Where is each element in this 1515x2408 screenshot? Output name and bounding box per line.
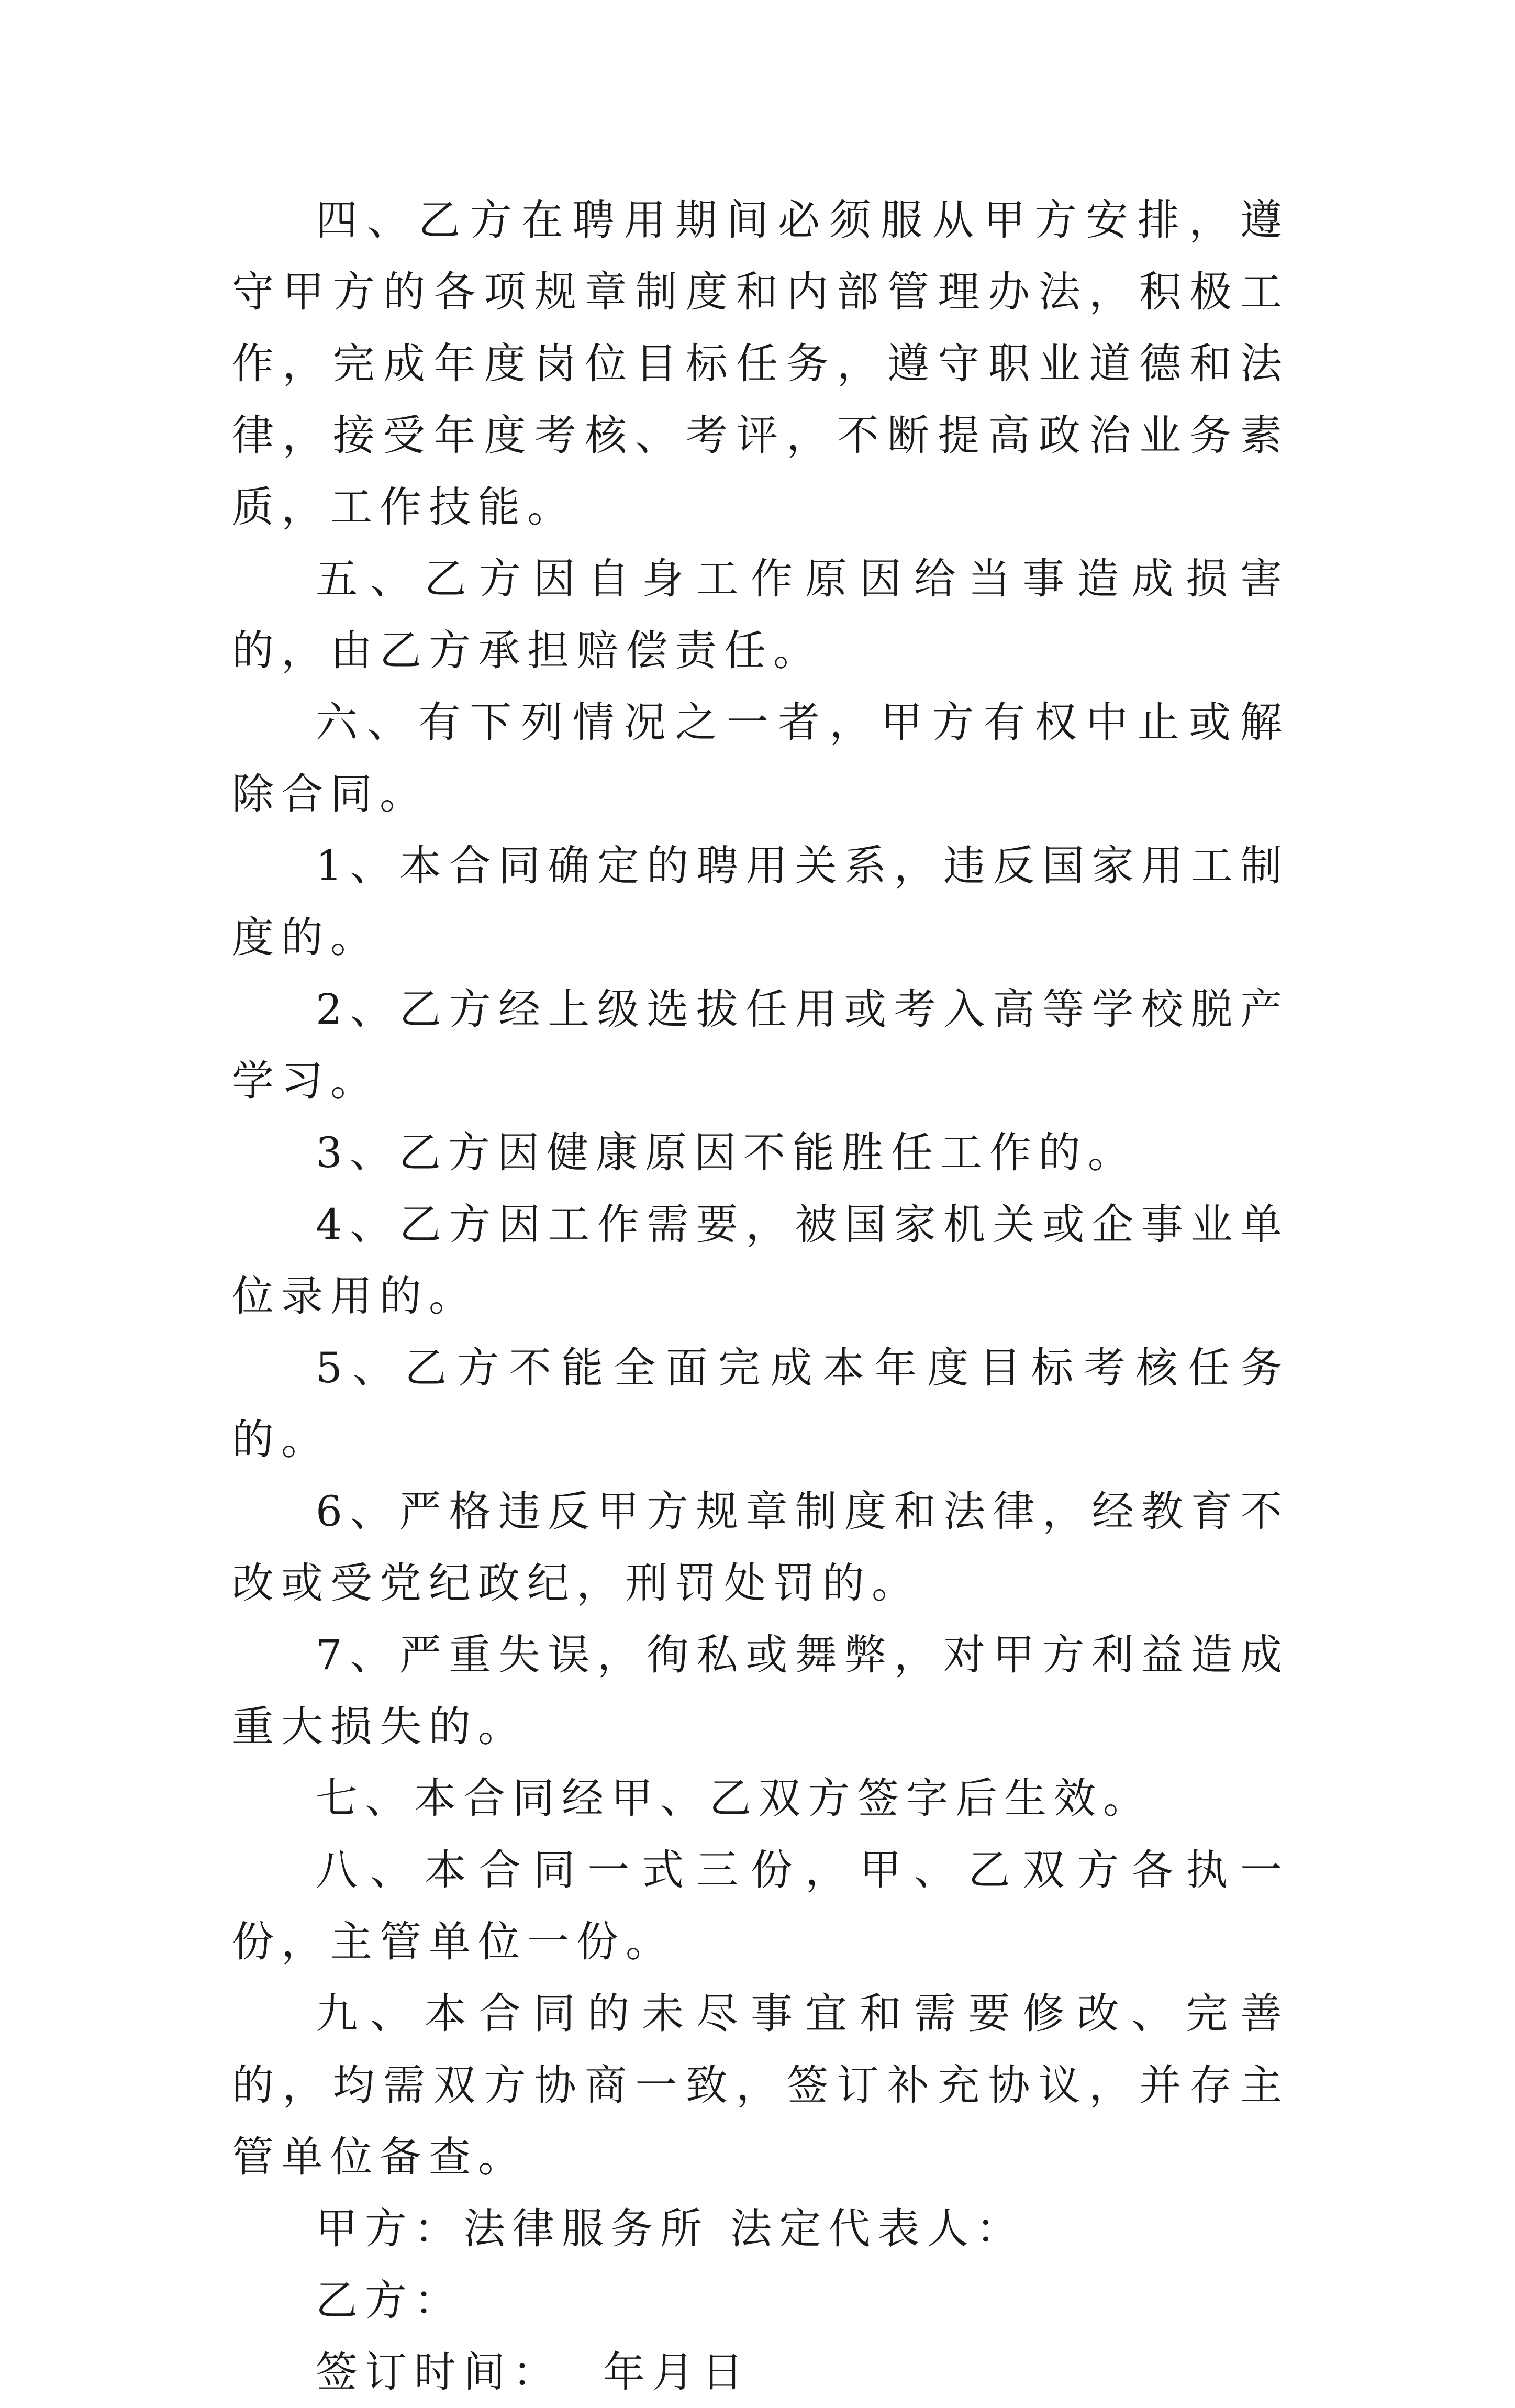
signing-date-line: 签订时间： 年月日 bbox=[316, 2348, 751, 2396]
clause-4: 四、乙方在聘用期间必须服从甲方安排，遵守甲方的各项规章制度和内部管理办法，积极工作，完成年度岗位目标任务，遵守职业道德和法律，接受年度考核、考评，不断提高政治业务素质，工作技能。 bbox=[232, 196, 1289, 531]
clause-9: 九、本合同的未尽事宜和需要修改、完善的，均需双方协商一致，签订补充协议，并存主管单位备查。 bbox=[232, 1989, 1289, 2181]
clause-6-item-7: 7、严重失误，徇私或舞弊，对甲方利益造成重大损失的。 bbox=[232, 1630, 1289, 1751]
party-a-line: 甲方：法律服务所 法定代表人： bbox=[316, 2204, 1026, 2253]
clause-6-item-5: 5、乙方不能全面完成本年度目标考核任务的。 bbox=[232, 1344, 1289, 1464]
clause-6-item-3: 3、乙方因健康原因不能胜任工作的。 bbox=[316, 1128, 1137, 1177]
clause-5: 五、乙方因自身工作原因给当事造成损害的，由乙方承担赔偿责任。 bbox=[232, 554, 1289, 675]
party-b-line: 乙方： bbox=[316, 2276, 463, 2325]
document-body bbox=[232, 184, 1289, 2408]
clause-6-item-2: 2、乙方经上级选拔任用或考入高等学校脱产学习。 bbox=[232, 985, 1289, 1105]
clause-6: 六、有下列情况之一者，甲方有权中止或解除合同。 bbox=[232, 698, 1289, 818]
clause-6-item-1: 1、本合同确定的聘用关系，违反国家用工制度的。 bbox=[232, 841, 1289, 962]
clause-8: 八、本合同一式三份，甲、乙双方各执一份，主管单位一份。 bbox=[232, 1846, 1289, 1966]
clause-6-item-6: 6、严格违反甲方规章制度和法律，经教育不改或受党纪政纪，刑罚处罚的。 bbox=[232, 1487, 1289, 1607]
clause-6-item-4: 4、乙方因工作需要，被国家机关或企事业单位录用的。 bbox=[232, 1200, 1289, 1320]
clause-7: 七、本合同经甲、乙双方签字后生效。 bbox=[316, 1774, 1152, 1823]
